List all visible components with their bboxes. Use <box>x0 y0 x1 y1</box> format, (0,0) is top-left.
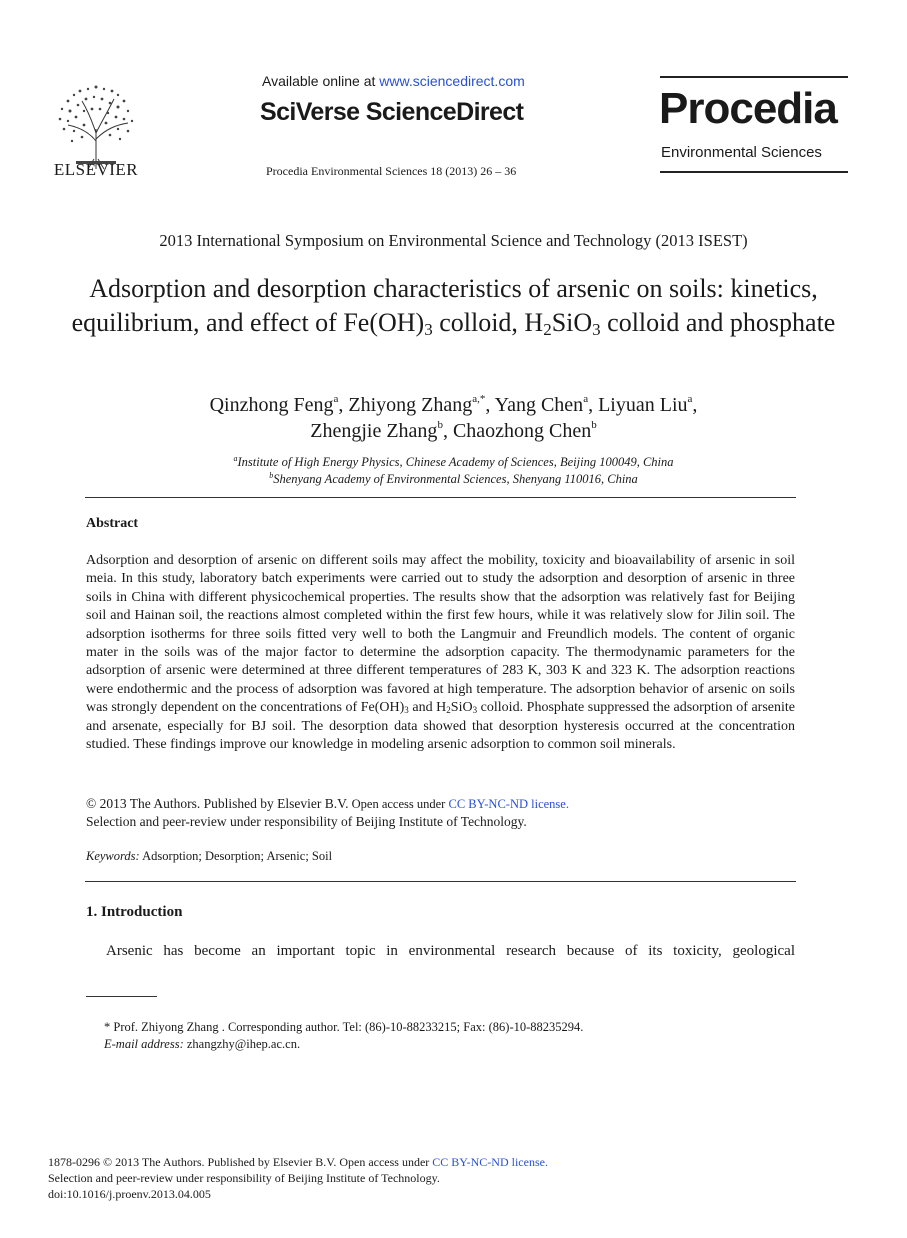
license-link[interactable]: CC BY-NC-ND license. <box>448 797 569 811</box>
copyright-notice <box>86 795 569 830</box>
title-part: SiO <box>551 308 593 337</box>
section-heading: 1. Introduction <box>86 904 183 920</box>
abstract-text: Adsorption and desorption of arsenic on different soils may affect the mobility, toxicity and bioavailability of arsenic in soil meia. In this study, laboratory batch experiments were carried out to study the adsorption and desorption of arsenic in three soils in China with different physicochemical properties. The results show that the adsorption was relatively fast for Beijing soil and Hainan soil, the reactions almost completed within the first few hours, while it was relatively slow for Jilin soil. The adsorption isotherms for three soils fitted very well to both the Langmuir and Freundlich models. The content of organic mater in the soils was of the major factor to determine the adsorption capacity. The thermodynamic parameters for the adsorption of arsenic were determined at three different temperatures of 283 K, 303 K and 323 K. The adsorption reactions were endothermic and the process of adsorption was favored at high temperature. The adsorption behavior of arsenic on soils was strongly dependent on the concentrations of $Fe(OH)_3$ and $H_2SiO_3$ colloid. Phosphate suppressed the adsorption of arsenite and arsenate, especially for BJ soil. The desorption data showed that desorption hysteresis occurred at the concentration studied. These findings improve our knowledge in modeling arsenic adsorption to common soil minerals. <box>86 553 795 753</box>
journal-brand-sub: Environmental Sciences <box>661 144 822 161</box>
affiliation: $^b$Shenyang Academy of Environmental Sciences, Shenyang 110016, China <box>269 471 638 486</box>
title-subscript: 3 <box>424 320 433 339</box>
author: Liyuan Liu$^a$, <box>598 393 698 416</box>
introduction-text: Arsenic has become an important topic in environmental research because of its toxicity, geological <box>106 943 795 959</box>
publisher-logo-text: ELSEVIER <box>53 160 139 179</box>
page-footer <box>48 1154 548 1202</box>
keywords-label: Keywords: <box>86 849 140 863</box>
section-divider <box>85 497 796 498</box>
footnote-divider <box>86 996 157 997</box>
available-online-line <box>262 73 525 89</box>
author: Chaozhong Chen$^b$ <box>452 419 597 442</box>
platform-name: SciVerse ScienceDirect <box>260 98 524 126</box>
footer-peer-review: Selection and peer-review under responsibility of Beijing Institute of Technology. <box>48 1171 440 1185</box>
abstract-heading: Abstract <box>86 516 139 531</box>
open-access-text: Open access under <box>348 797 449 811</box>
keywords-text: Adsorption; Desorption; Arsenic; Soil <box>139 849 333 863</box>
conference-name: 2013 International Symposium on Environmental Science and Technology (2013 ISEST) <box>159 231 748 250</box>
title-subscript: 3 <box>592 320 601 339</box>
author-list <box>60 392 847 444</box>
email-label: E-mail address: <box>104 1037 184 1051</box>
section-divider <box>85 881 796 882</box>
brand-top-rule <box>660 76 848 78</box>
affiliation: $^a$Institute of High Energy Physics, Chinese Academy of Sciences, Beijing 100049, China <box>233 454 674 469</box>
available-prefix: Available online at <box>262 73 380 89</box>
doi[interactable]: doi:10.1016/j.proenv.2013.04.005 <box>48 1187 211 1201</box>
journal-brand: Procedia <box>659 84 837 133</box>
copyright-line: © 2013 The Authors. Published by Elsevier B.V. <box>86 796 349 811</box>
keywords <box>86 849 332 864</box>
brand-bottom-rule <box>660 171 848 173</box>
title-part: Adsorption and desorption characteristics of arsenic on soils: kinetics, equilibrium, and effect of Fe(OH) <box>71 274 818 337</box>
email-address[interactable]: zhangzhy@ihep.ac.cn. <box>183 1037 301 1051</box>
affiliation-list <box>60 454 847 488</box>
title-subscript: 2 <box>543 320 552 339</box>
title-part: colloid, H <box>432 308 544 337</box>
journal-citation: Procedia Environmental Sciences 18 (2013) 26 – 36 <box>266 164 517 178</box>
corresponding-author-footnote <box>104 1019 583 1053</box>
author: Qinzhong Feng$^a$, <box>209 393 349 416</box>
title-part: colloid and phosphate <box>600 308 836 337</box>
author: Zhiyong Zhang$^{a,*}$, <box>348 393 495 416</box>
author: Yang Chen$^a$, <box>494 393 599 416</box>
peer-review-line: Selection and peer-review under responsibility of Beijing Institute of Technology. <box>86 814 527 829</box>
author: Zhengjie Zhang$^b$, <box>310 419 453 442</box>
sciencedirect-link[interactable]: www.sciencedirect.com <box>379 73 525 89</box>
issn-copyright: 1878-0296 © 2013 The Authors. Published by Elsevier B.V. Open access under <box>48 1155 433 1169</box>
paper-title <box>60 272 847 340</box>
footer-license-link[interactable]: CC BY-NC-ND license. <box>432 1155 548 1169</box>
footnote-line: * Prof. Zhiyong Zhang . Corresponding author. Tel: (86)-10-88233215; Fax: (86)-10-88235294. <box>104 1020 584 1034</box>
